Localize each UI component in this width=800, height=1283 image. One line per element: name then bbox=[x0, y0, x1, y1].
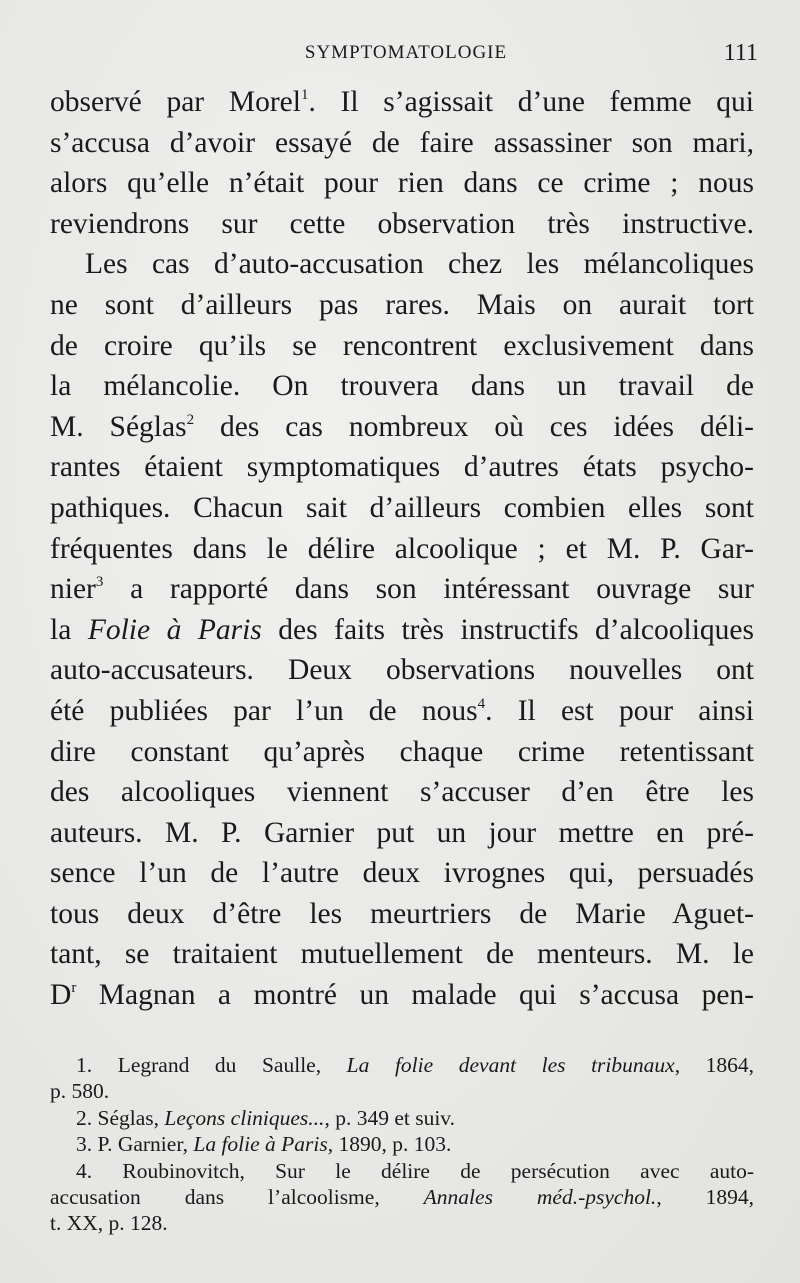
footnote-ref-4: 4 bbox=[477, 695, 486, 712]
text-line: reviendrons sur cette observation très instructive. bbox=[50, 207, 754, 240]
text-line: la mélancolie. On trouvera dans un travail de bbox=[50, 370, 754, 403]
text-span: accusation dans l’alcoolisme, bbox=[50, 1184, 424, 1209]
footnote-title: La folie devant les tribunaux bbox=[346, 1053, 675, 1077]
text-line: dire constant qu’après chaque crime retentissant bbox=[50, 735, 754, 768]
footnote-2 bbox=[50, 1105, 754, 1131]
text-span: , 1890, p. 103. bbox=[327, 1132, 452, 1157]
footnote-4-end: t. XX, p. 128. bbox=[50, 1211, 168, 1236]
book-title-italic: Folie à Paris bbox=[87, 613, 262, 646]
text-line: fréquentes dans le délire alcoolique ; et M. P. Gar- bbox=[50, 532, 754, 565]
text-span: 1. Legrand du Saulle, bbox=[76, 1053, 347, 1077]
footnote-title: Annales méd.-psychol. bbox=[423, 1184, 657, 1209]
text-line: de croire qu’ils se rencontrent exclusivement dans bbox=[50, 329, 754, 362]
page-header bbox=[50, 40, 762, 70]
text-line: sence l’un de l’autre deux ivrognes qui, persuadés bbox=[50, 857, 754, 890]
text-span: 3. P. Garnier, bbox=[76, 1132, 194, 1157]
text-line: Les cas d’auto-accusation chez les mélancoliques bbox=[85, 248, 754, 281]
footnote-ref-2: 2 bbox=[186, 411, 195, 428]
page-number: 111 bbox=[723, 40, 758, 66]
text-line bbox=[50, 975, 754, 1016]
text-span: des faits très instructifs d’alcooliques bbox=[261, 613, 754, 646]
text-span: la bbox=[50, 613, 88, 646]
footnote-title: La folie à Paris bbox=[193, 1132, 328, 1157]
text-line: alors qu’elle n’était pour rien dans ce crime ; nous bbox=[50, 167, 754, 200]
text-span: , 1864, bbox=[674, 1053, 755, 1077]
text-span: nier bbox=[50, 573, 96, 606]
footnote-ref-1: 1 bbox=[300, 87, 309, 103]
text-span: a rapporté dans son intéressant ouvrage sur bbox=[103, 573, 754, 606]
text-span: observé par Morel bbox=[50, 86, 301, 118]
footnote-4-cont bbox=[50, 1184, 754, 1210]
text-line bbox=[50, 691, 754, 732]
text-span: été publiées par l’un de nous bbox=[50, 694, 478, 727]
footnote-4: 4. Roubinovitch, Sur le délire de persécution avec auto- bbox=[76, 1158, 754, 1183]
footnote-3 bbox=[50, 1131, 754, 1157]
footnote-title: Leçons cliniques... bbox=[164, 1105, 325, 1130]
text-line bbox=[50, 569, 754, 610]
text-span: Magnan a montré un malade qui s’accusa pen- bbox=[76, 979, 754, 1012]
text-span: . Il est pour ainsi bbox=[485, 694, 754, 727]
text-span: . Il s’agissait d’une femme qui bbox=[308, 86, 754, 118]
doctor-abbrev-sup: r bbox=[71, 980, 77, 997]
body-text bbox=[50, 82, 754, 1016]
text-line: rantes étaient symptomatiques d’autres états psycho- bbox=[50, 451, 754, 484]
text-line: tous deux d’être les meurtriers de Marie Aguet- bbox=[50, 897, 754, 930]
footnote-1 bbox=[50, 1052, 754, 1078]
text-span: 2. Séglas, bbox=[76, 1105, 165, 1130]
text-line: ne sont d’ailleurs pas rares. Mais on aurait tort bbox=[50, 288, 754, 321]
text-span: D bbox=[50, 979, 72, 1012]
text-span: , p. 349 et suiv. bbox=[324, 1105, 456, 1130]
text-line bbox=[50, 407, 754, 448]
text-span: M. Séglas bbox=[50, 410, 187, 443]
running-head: SYMPTOMATOLOGIE bbox=[304, 42, 508, 63]
text-line: auto-accusateurs. Deux observations nouvelles ont bbox=[50, 654, 754, 687]
text-span: , 1894, bbox=[656, 1184, 755, 1209]
text-line: s’accusa d’avoir essayé de faire assassiner son mari, bbox=[50, 126, 754, 159]
footnote-1-cont: p. 580. bbox=[50, 1079, 110, 1104]
text-line: pathiques. Chacun sait d’ailleurs combien elles sont bbox=[50, 491, 754, 524]
text-line bbox=[50, 610, 754, 651]
text-line: tant, se traitaient mutuellement de menteurs. M. le bbox=[50, 938, 754, 971]
text-line: des alcooliques viennent s’accuser d’en être les bbox=[50, 776, 754, 809]
text-line bbox=[50, 82, 754, 123]
text-span: des cas nombreux où ces idées déli- bbox=[194, 410, 755, 443]
text-line: auteurs. M. P. Garnier put un jour mettre en pré- bbox=[50, 816, 754, 849]
footnotes bbox=[50, 1052, 754, 1237]
footnote-ref-3: 3 bbox=[95, 574, 104, 591]
